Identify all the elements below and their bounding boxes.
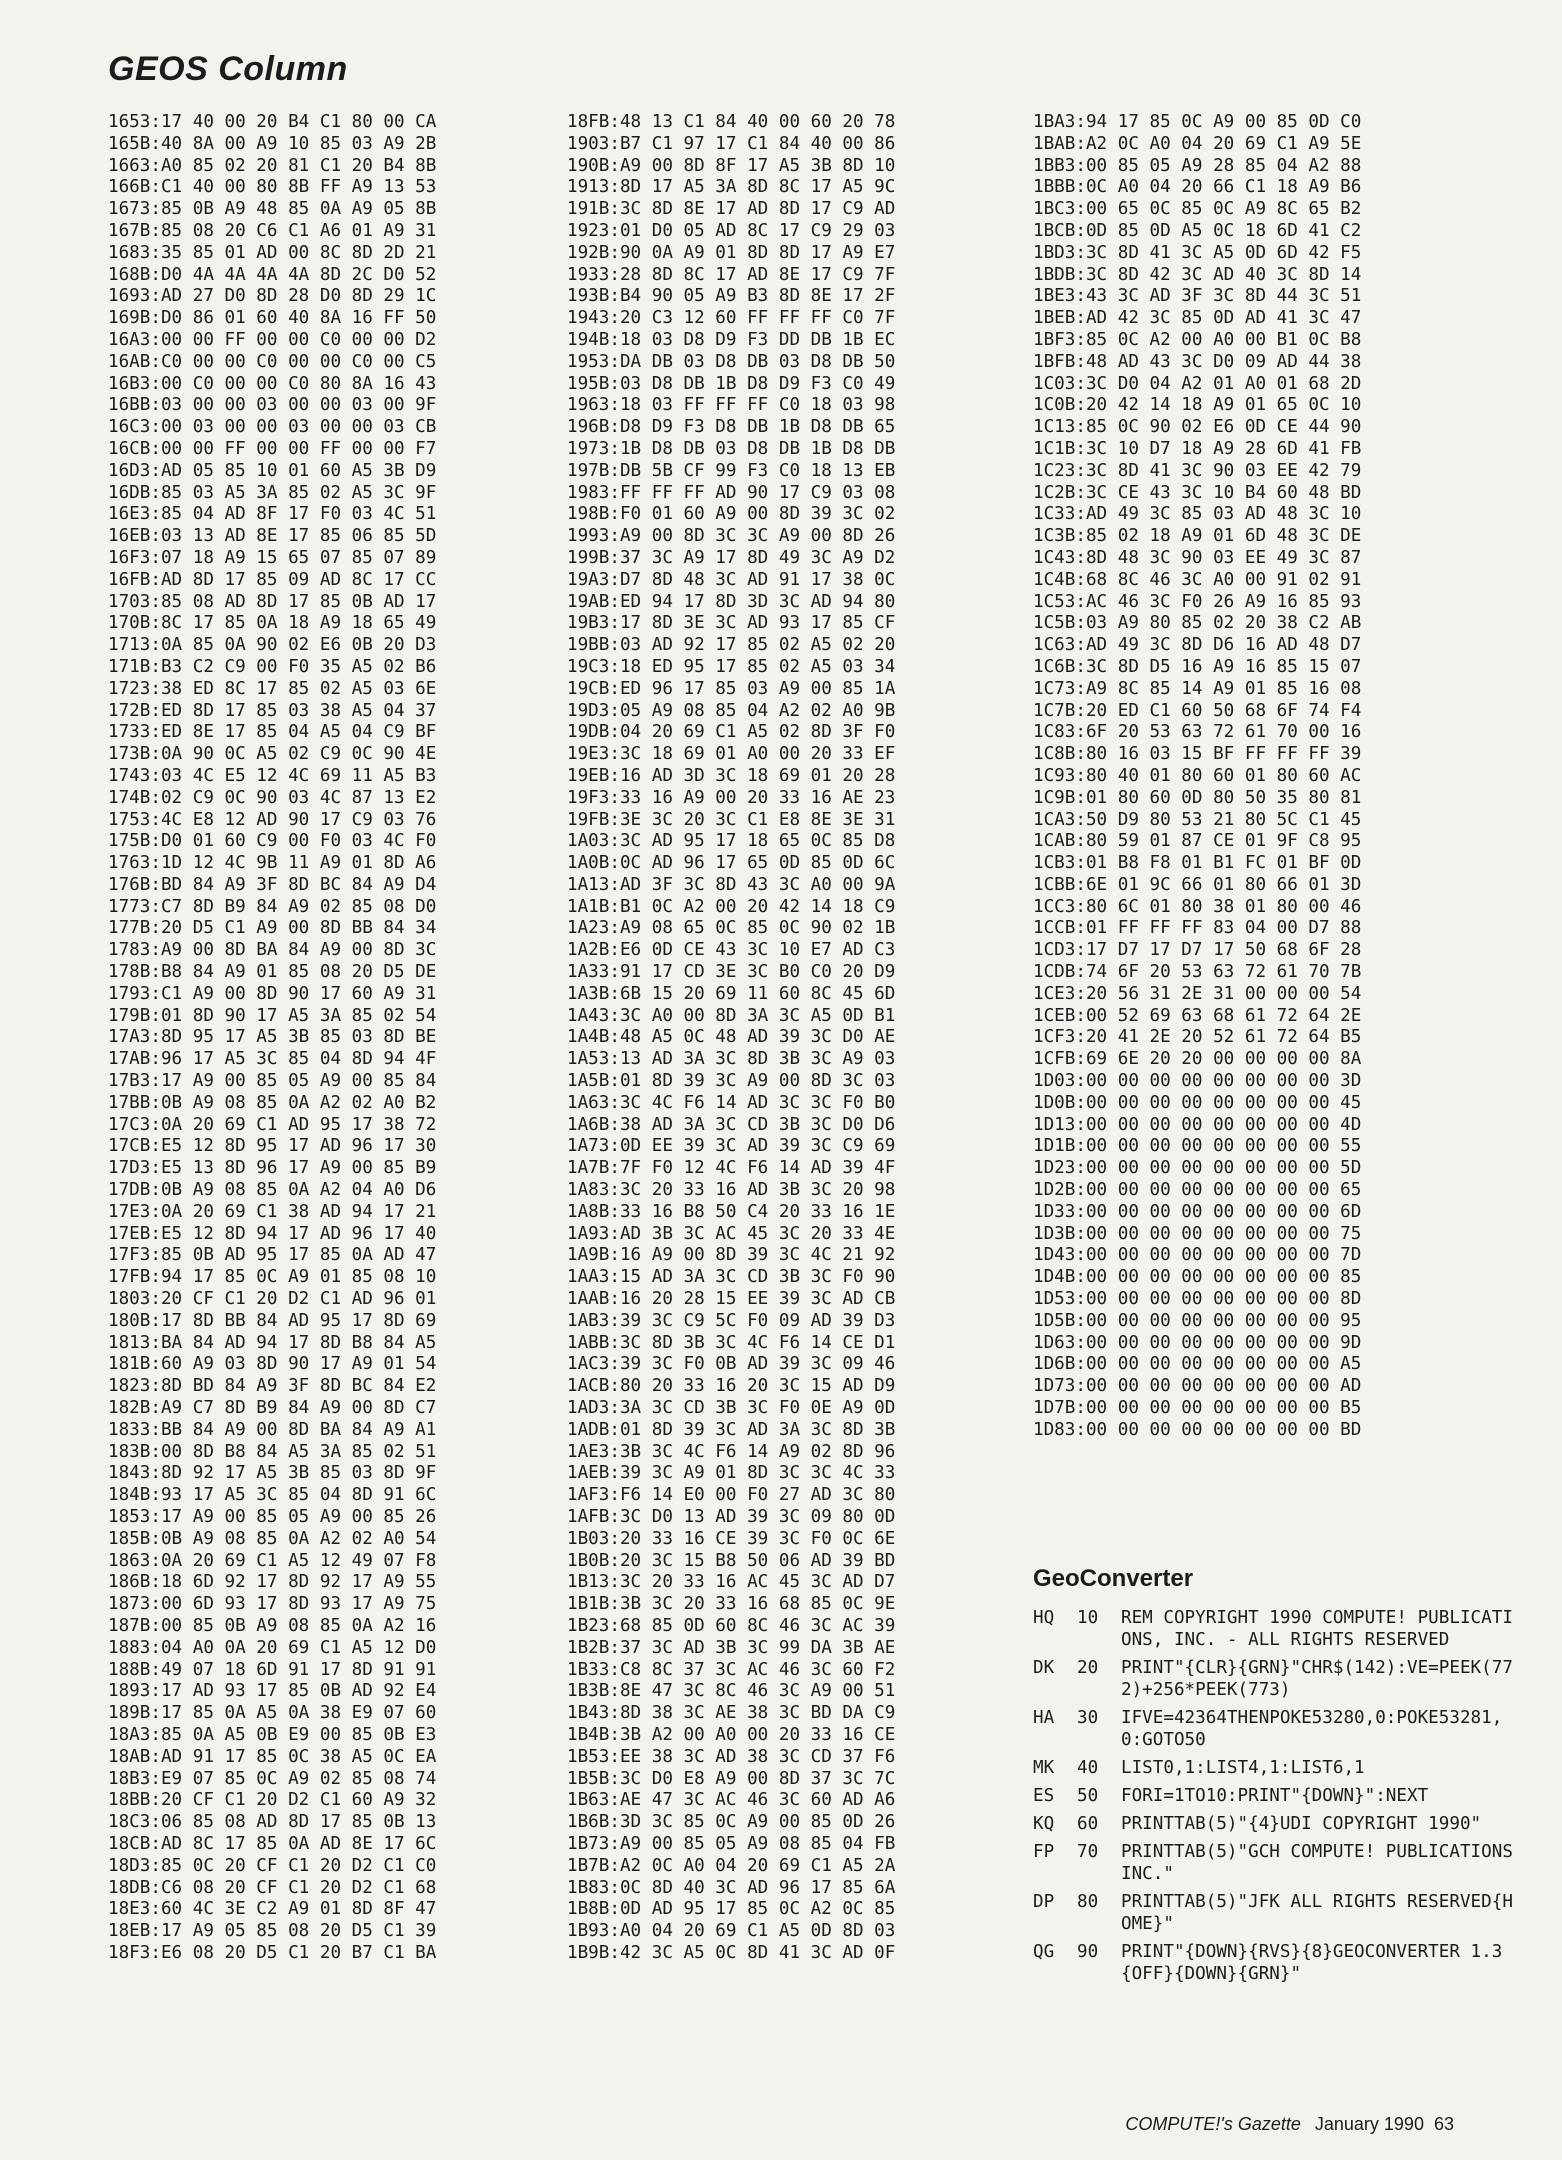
hex-line: 1A8B:33 16 B8 50 C4 20 33 16 1E — [567, 1201, 896, 1222]
checksum-code: ES — [1033, 1786, 1055, 1806]
hex-line: 1B33:C8 8C 37 3C AC 46 3C 60 F2 — [567, 1659, 896, 1680]
hex-line: 1A83:3C 20 33 16 AD 3B 3C 20 98 — [567, 1180, 896, 1201]
page-title: GEOS Column — [108, 50, 348, 88]
line-text: IFVE=42364THENPOKE53280,0:POKE53281,0:GOTO50 — [1121, 1708, 1503, 1750]
hex-column-2 — [567, 112, 895, 1965]
hex-line: 199B:37 3C A9 17 8D 49 3C A9 D2 — [567, 547, 896, 568]
hex-line: 1663:A0 85 02 20 81 C1 20 B4 8B — [108, 155, 437, 176]
hex-line: 1C13:85 0C 90 02 E6 0D CE 44 90 — [1033, 417, 1362, 438]
hex-line: 1CAB:80 59 01 87 CE 01 9F C8 95 — [1033, 831, 1362, 852]
hex-line: 1843:8D 92 17 A5 3B 85 03 8D 9F — [108, 1463, 437, 1484]
line-number: 40 — [1077, 1758, 1099, 1778]
hex-line: 16C3:00 03 00 00 03 00 00 03 CB — [108, 417, 437, 438]
hex-line: 182B:A9 C7 8D B9 84 A9 00 8D C7 — [108, 1398, 437, 1419]
hex-column-1 — [108, 112, 436, 1965]
hex-line: 1C2B:3C CE 43 3C 10 B4 60 48 BD — [1033, 482, 1362, 503]
hex-line: 1D5B:00 00 00 00 00 00 00 00 95 — [1033, 1310, 1362, 1331]
hex-line: 19DB:04 20 69 C1 A5 02 8D 3F F0 — [567, 722, 896, 743]
hex-line: 18E3:60 4C 3E C2 A9 01 8D 8F 47 — [108, 1899, 437, 1920]
hex-line: 1B4B:3B A2 00 A0 00 20 33 16 CE — [567, 1724, 896, 1745]
hex-line: 19F3:33 16 A9 00 20 33 16 AE 23 — [567, 787, 896, 808]
hex-line: 1B93:A0 04 20 69 C1 A5 0D 8D 03 — [567, 1921, 896, 1942]
hex-line: 16B3:00 C0 00 00 C0 80 8A 16 43 — [108, 373, 437, 394]
hex-line: 1D23:00 00 00 00 00 00 00 00 5D — [1033, 1158, 1362, 1179]
line-number: 60 — [1077, 1814, 1099, 1834]
hex-line: 1C1B:3C 10 D7 18 A9 28 6D 41 FB — [1033, 438, 1362, 459]
hex-line: 19BB:03 AD 92 17 85 02 A5 02 20 — [567, 635, 896, 656]
hex-line: 1CC3:80 6C 01 80 38 01 80 00 46 — [1033, 896, 1362, 917]
hex-line: 1D33:00 00 00 00 00 00 00 00 6D — [1033, 1201, 1362, 1222]
hex-line: 1883:04 A0 0A 20 69 C1 A5 12 D0 — [108, 1637, 437, 1658]
hex-line: 18C3:06 85 08 AD 8D 17 85 0B 13 — [108, 1812, 437, 1833]
page-number: 63 — [1433, 2114, 1454, 2134]
hex-line: 198B:F0 01 60 A9 00 8D 39 3C 02 — [567, 504, 896, 525]
line-text: FORI=1TO10:PRINT"{DOWN}":NEXT — [1121, 1786, 1429, 1806]
hex-line: 1763:1D 12 4C 9B 11 A9 01 8D A6 — [108, 853, 437, 874]
hex-line: 1C7B:20 ED C1 60 50 68 6F 74 F4 — [1033, 700, 1362, 721]
hex-line: 1B63:AE 47 3C AC 46 3C 60 AD A6 — [567, 1790, 896, 1811]
hex-line: 1B2B:37 3C AD 3B 3C 99 DA 3B AE — [567, 1637, 896, 1658]
program-line — [1033, 1757, 1513, 1779]
hex-line: 1B13:3C 20 33 16 AC 45 3C AD D7 — [567, 1572, 896, 1593]
hex-line: 18DB:C6 08 20 CF C1 20 D2 C1 68 — [108, 1877, 437, 1898]
hex-line: 17A3:8D 95 17 A5 3B 85 03 8D BE — [108, 1027, 437, 1048]
hex-line: 1CFB:69 6E 20 20 00 00 00 00 8A — [1033, 1049, 1362, 1070]
hex-line: 1AEB:39 3C A9 01 8D 3C 3C 4C 33 — [567, 1463, 896, 1484]
hex-line: 193B:B4 90 05 A9 B3 8D 8E 17 2F — [567, 286, 896, 307]
hex-line: 18AB:AD 91 17 85 0C 38 A5 0C EA — [108, 1746, 437, 1767]
hex-line: 1B73:A9 00 85 05 A9 08 85 04 FB — [567, 1833, 896, 1854]
hex-line: 1D6B:00 00 00 00 00 00 00 00 A5 — [1033, 1354, 1362, 1375]
hex-line: 197B:DB 5B CF 99 F3 C0 18 13 EB — [567, 460, 896, 481]
program-line — [1033, 1813, 1513, 1835]
hex-line: 16DB:85 03 A5 3A 85 02 A5 3C 9F — [108, 482, 437, 503]
hex-line: 180B:17 8D BB 84 AD 95 17 8D 69 — [108, 1310, 437, 1331]
hex-line: 1CA3:50 D9 80 53 21 80 5C C1 45 — [1033, 809, 1362, 830]
hex-line: 1B9B:42 3C A5 0C 8D 41 3C AD 0F — [567, 1942, 896, 1963]
hex-line: 1D53:00 00 00 00 00 00 00 00 8D — [1033, 1289, 1362, 1310]
hex-line: 1C8B:80 16 03 15 BF FF FF FF 39 — [1033, 744, 1362, 765]
hex-line: 1BBB:0C A0 04 20 66 C1 18 A9 B6 — [1033, 177, 1362, 198]
hex-line: 1A33:91 17 CD 3E 3C B0 C0 20 D9 — [567, 962, 896, 983]
hex-line: 167B:85 08 20 C6 C1 A6 01 A9 31 — [108, 220, 437, 241]
hex-line: 1C93:80 40 01 80 60 01 80 60 AC — [1033, 765, 1362, 786]
hex-line: 1873:00 6D 93 17 8D 93 17 A9 75 — [108, 1594, 437, 1615]
hex-line: 1703:85 08 AD 8D 17 85 0B AD 17 — [108, 591, 437, 612]
hex-line: 1753:4C E8 12 AD 90 17 C9 03 76 — [108, 809, 437, 830]
hex-line: 1BAB:A2 0C A0 04 20 69 C1 A9 5E — [1033, 133, 1362, 154]
hex-line: 1803:20 CF C1 20 D2 C1 AD 96 01 — [108, 1289, 437, 1310]
program-line — [1033, 1941, 1513, 1985]
hex-line: 17AB:96 17 A5 3C 85 04 8D 94 4F — [108, 1049, 437, 1070]
line-number: 90 — [1077, 1942, 1099, 1962]
checksum-code: KQ — [1033, 1814, 1055, 1834]
hex-line: 1C4B:68 8C 46 3C A0 00 91 02 91 — [1033, 569, 1362, 590]
hex-line: 1CCB:01 FF FF FF 83 04 00 D7 88 — [1033, 918, 1362, 939]
hex-line: 17E3:0A 20 69 C1 38 AD 94 17 21 — [108, 1201, 437, 1222]
hex-line: 1AC3:39 3C F0 0B AD 39 3C 09 46 — [567, 1354, 896, 1375]
hex-line: 17BB:0B A9 08 85 0A A2 02 A0 B2 — [108, 1092, 437, 1113]
hex-line: 17F3:85 0B AD 95 17 85 0A AD 47 — [108, 1245, 437, 1266]
hex-line: 1A3B:6B 15 20 69 11 60 8C 45 6D — [567, 983, 896, 1004]
hex-line: 18F3:E6 08 20 D5 C1 20 B7 C1 BA — [108, 1942, 437, 1963]
hex-line: 19CB:ED 96 17 85 03 A9 00 85 1A — [567, 678, 896, 699]
hex-line: 196B:D8 D9 F3 D8 DB 1B D8 DB 65 — [567, 417, 896, 438]
hex-line: 1BE3:43 3C AD 3F 3C 8D 44 3C 51 — [1033, 286, 1362, 307]
section-heading: GeoConverter — [1033, 1565, 1194, 1592]
hex-line: 1A2B:E6 0D CE 43 3C 10 E7 AD C3 — [567, 940, 896, 961]
hex-line: 1CB3:01 B8 F8 01 B1 FC 01 BF 0D — [1033, 853, 1362, 874]
hex-line: 1893:17 AD 93 17 85 0B AD 92 E4 — [108, 1681, 437, 1702]
hex-line: 1BEB:AD 42 3C 85 0D AD 41 3C 47 — [1033, 308, 1362, 329]
hex-line: 1BDB:3C 8D 42 3C AD 40 3C 8D 14 — [1033, 264, 1362, 285]
hex-line: 1BC3:00 65 0C 85 0C A9 8C 65 B2 — [1033, 199, 1362, 220]
hex-line: 1A93:AD 3B 3C AC 45 3C 20 33 4E — [567, 1223, 896, 1244]
line-number: 10 — [1077, 1608, 1099, 1628]
hex-line: 1C53:AC 46 3C F0 26 A9 16 85 93 — [1033, 591, 1362, 612]
hex-line: 18CB:AD 8C 17 85 0A AD 8E 17 6C — [108, 1833, 437, 1854]
hex-line: 166B:C1 40 00 80 8B FF A9 13 53 — [108, 177, 437, 198]
magazine-name: COMPUTE!'s Gazette — [1125, 2114, 1301, 2134]
hex-line: 1953:DA DB 03 D8 DB 03 D8 DB 50 — [567, 351, 896, 372]
program-line — [1033, 1657, 1513, 1701]
hex-line: 16D3:AD 05 85 10 01 60 A5 3B D9 — [108, 460, 437, 481]
hex-line: 168B:D0 4A 4A 4A 4A 8D 2C D0 52 — [108, 264, 437, 285]
hex-line: 1963:18 03 FF FF FF C0 18 03 98 — [567, 395, 896, 416]
hex-line: 17D3:E5 13 8D 96 17 A9 00 85 B9 — [108, 1158, 437, 1179]
hex-line: 1BD3:3C 8D 41 3C A5 0D 6D 42 F5 — [1033, 242, 1362, 263]
hex-line: 1A4B:48 A5 0C 48 AD 39 3C D0 AE — [567, 1027, 896, 1048]
line-text: REM COPYRIGHT 1990 COMPUTE! PUBLICATIONS, INC. - ALL RIGHTS RESERVED — [1121, 1608, 1513, 1650]
hex-line: 1913:8D 17 A5 3A 8D 8C 17 A5 9C — [567, 177, 896, 198]
hex-line: 192B:90 0A A9 01 8D 8D 17 A9 E7 — [567, 242, 896, 263]
hex-line: 1B53:EE 38 3C AD 38 3C CD 37 F6 — [567, 1746, 896, 1767]
hex-line: 1AFB:3C D0 13 AD 39 3C 09 80 0D — [567, 1507, 896, 1527]
line-number: 50 — [1077, 1786, 1099, 1806]
hex-line: 1863:0A 20 69 C1 A5 12 49 07 F8 — [108, 1550, 437, 1571]
hex-line: 190B:A9 00 8D 8F 17 A5 3B 8D 10 — [567, 155, 896, 176]
hex-line: 1983:FF FF FF AD 90 17 C9 03 08 — [567, 482, 896, 503]
hex-line: 172B:ED 8D 17 85 03 38 A5 04 37 — [108, 700, 437, 721]
hex-line: 1D63:00 00 00 00 00 00 00 00 9D — [1033, 1332, 1362, 1353]
hex-line: 1673:85 0B A9 48 85 0A A9 05 8B — [108, 199, 437, 220]
hex-line: 1A43:3C A0 00 8D 3A 3C A5 0D B1 — [567, 1005, 896, 1026]
checksum-code: DP — [1033, 1892, 1055, 1912]
hex-line: 1BA3:94 17 85 0C A9 00 85 0D C0 — [1033, 112, 1362, 132]
hex-line: 1943:20 C3 12 60 FF FF FF C0 7F — [567, 308, 896, 329]
hex-line: 1B03:20 33 16 CE 39 3C F0 0C 6E — [567, 1528, 896, 1549]
hex-line: 19A3:D7 8D 48 3C AD 91 17 38 0C — [567, 569, 896, 590]
line-text: PRINTTAB(5)"{4}UDI COPYRIGHT 1990" — [1121, 1814, 1482, 1834]
hex-line: 1C3B:85 02 18 A9 01 6D 48 3C DE — [1033, 526, 1362, 547]
program-line — [1033, 1785, 1513, 1807]
line-text: PRINT"{CLR}{GRN}"CHR$(142):VE=PEEK(772)+256*PEEK(773) — [1121, 1658, 1513, 1700]
hex-line: 181B:60 A9 03 8D 90 17 A9 01 54 — [108, 1354, 437, 1375]
hex-line: 1D03:00 00 00 00 00 00 00 00 3D — [1033, 1071, 1362, 1092]
hex-line: 1D13:00 00 00 00 00 00 00 00 4D — [1033, 1114, 1362, 1135]
hex-line: 1683:35 85 01 AD 00 8C 8D 2D 21 — [108, 242, 437, 263]
hex-line: 178B:B8 84 A9 01 85 08 20 D5 DE — [108, 962, 437, 983]
hex-line: 185B:0B A9 08 85 0A A2 02 A0 54 — [108, 1528, 437, 1549]
hex-line: 18FB:48 13 C1 84 40 00 60 20 78 — [567, 112, 896, 132]
hex-line: 1A13:AD 3F 3C 8D 43 3C A0 00 9A — [567, 874, 896, 895]
hex-line: 1993:A9 00 8D 3C 3C A9 00 8D 26 — [567, 526, 896, 547]
hex-line: 1923:01 D0 05 AD 8C 17 C9 29 03 — [567, 220, 896, 241]
hex-line: 16A3:00 00 FF 00 00 C0 00 00 D2 — [108, 329, 437, 350]
hex-line: 1BB3:00 85 05 A9 28 85 04 A2 88 — [1033, 155, 1362, 176]
line-number: 80 — [1077, 1892, 1099, 1912]
hex-line: 1C33:AD 49 3C 85 03 AD 48 3C 10 — [1033, 504, 1362, 525]
hex-line: 18B3:E9 07 85 0C A9 02 85 08 74 — [108, 1768, 437, 1789]
hex-line: 170B:8C 17 85 0A 18 A9 18 65 49 — [108, 613, 437, 634]
hex-line: 1B0B:20 3C 15 B8 50 06 AD 39 BD — [567, 1550, 896, 1571]
hex-line: 177B:20 D5 C1 A9 00 8D BB 84 34 — [108, 918, 437, 939]
hex-line: 18D3:85 0C 20 CF C1 20 D2 C1 C0 — [108, 1855, 437, 1876]
hex-line: 1723:38 ED 8C 17 85 02 A5 03 6E — [108, 678, 437, 699]
hex-line: 1B7B:A2 0C A0 04 20 69 C1 A5 2A — [567, 1855, 896, 1876]
hex-line: 1713:0A 85 0A 90 02 E6 0B 20 D3 — [108, 635, 437, 656]
hex-line: 194B:18 03 D8 D9 F3 DD DB 1B EC — [567, 329, 896, 350]
hex-line: 17CB:E5 12 8D 95 17 AD 96 17 30 — [108, 1136, 437, 1157]
hex-line: 1C73:A9 8C 85 14 A9 01 85 16 08 — [1033, 678, 1362, 699]
checksum-code: MK — [1033, 1758, 1055, 1778]
checksum-code: HA — [1033, 1708, 1055, 1728]
hex-line: 1C63:AD 49 3C 8D D6 16 AD 48 D7 — [1033, 635, 1362, 656]
hex-line: 19EB:16 AD 3D 3C 18 69 01 20 28 — [567, 765, 896, 786]
hex-line: 1C03:3C D0 04 A2 01 A0 01 68 2D — [1033, 373, 1362, 394]
hex-line: 1A23:A9 08 65 0C 85 0C 90 02 1B — [567, 918, 896, 939]
hex-line: 1653:17 40 00 20 B4 C1 80 00 CA — [108, 112, 437, 132]
hex-line: 174B:02 C9 0C 90 03 4C 87 13 E2 — [108, 787, 437, 808]
hex-line: 189B:17 85 0A A5 0A 38 E9 07 60 — [108, 1703, 437, 1724]
hex-line: 17B3:17 A9 00 85 05 A9 00 85 84 — [108, 1071, 437, 1092]
hex-line: 17C3:0A 20 69 C1 AD 95 17 38 72 — [108, 1114, 437, 1135]
hex-line: 1B6B:3D 3C 85 0C A9 00 85 0D 26 — [567, 1812, 896, 1833]
hex-line: 173B:0A 90 0C A5 02 C9 0C 90 4E — [108, 744, 437, 765]
hex-line: 1A1B:B1 0C A2 00 20 42 14 18 C9 — [567, 896, 896, 917]
program-line — [1033, 1607, 1513, 1651]
hex-line: 1C5B:03 A9 80 85 02 20 38 C2 AB — [1033, 613, 1362, 634]
hex-line: 19C3:18 ED 95 17 85 02 A5 03 34 — [567, 656, 896, 677]
hex-line: 16E3:85 04 AD 8F 17 F0 03 4C 51 — [108, 504, 437, 525]
hex-line: 1B23:68 85 0D 60 8C 46 3C AC 39 — [567, 1615, 896, 1636]
hex-line: 16BB:03 00 00 03 00 00 03 00 9F — [108, 395, 437, 416]
hex-line: 1BF3:85 0C A2 00 A0 00 B1 0C B8 — [1033, 329, 1362, 350]
hex-line: 184B:93 17 A5 3C 85 04 8D 91 6C — [108, 1485, 437, 1506]
hex-line: 16F3:07 18 A9 15 65 07 85 07 89 — [108, 547, 437, 568]
hex-line: 1853:17 A9 00 85 05 A9 00 85 26 — [108, 1507, 437, 1527]
basic-listing — [1033, 1607, 1524, 1991]
page-footer — [1125, 2114, 1454, 2135]
hex-line: 1A9B:16 A9 00 8D 39 3C 4C 21 92 — [567, 1245, 896, 1266]
checksum-code: DK — [1033, 1658, 1055, 1678]
hex-line: 19D3:05 A9 08 85 04 A2 02 A0 9B — [567, 700, 896, 721]
hex-line: 19B3:17 8D 3E 3C AD 93 17 85 CF — [567, 613, 896, 634]
hex-column-3 — [1033, 112, 1361, 1442]
hex-line: 1903:B7 C1 97 17 C1 84 40 00 86 — [567, 133, 896, 154]
hex-line: 18EB:17 A9 05 85 08 20 D5 C1 39 — [108, 1921, 437, 1942]
hex-line: 1B8B:0D AD 95 17 85 0C A2 0C 85 — [567, 1899, 896, 1920]
hex-line: 1ADB:01 8D 39 3C AD 3A 3C 8D 3B — [567, 1419, 896, 1440]
hex-line: 1833:BB 84 A9 00 8D BA 84 A9 A1 — [108, 1419, 437, 1440]
hex-line: 1AB3:39 3C C9 5C F0 09 AD 39 D3 — [567, 1310, 896, 1331]
hex-line: 1D73:00 00 00 00 00 00 00 00 AD — [1033, 1376, 1362, 1397]
hex-line: 1A63:3C 4C F6 14 AD 3C 3C F0 B0 — [567, 1092, 896, 1113]
program-line — [1033, 1891, 1513, 1935]
hex-line: 1B5B:3C D0 E8 A9 00 8D 37 3C 7C — [567, 1768, 896, 1789]
hex-line: 1C23:3C 8D 41 3C 90 03 EE 42 79 — [1033, 460, 1362, 481]
hex-line: 1A0B:0C AD 96 17 65 0D 85 0D 6C — [567, 853, 896, 874]
hex-line: 17DB:0B A9 08 85 0A A2 04 A0 D6 — [108, 1180, 437, 1201]
hex-line: 19E3:3C 18 69 01 A0 00 20 33 EF — [567, 744, 896, 765]
hex-line: 1C0B:20 42 14 18 A9 01 65 0C 10 — [1033, 395, 1362, 416]
hex-line: 1D2B:00 00 00 00 00 00 00 00 65 — [1033, 1180, 1362, 1201]
hex-line: 1A5B:01 8D 39 3C A9 00 8D 3C 03 — [567, 1071, 896, 1092]
hex-line: 1CEB:00 52 69 63 68 61 72 64 2E — [1033, 1005, 1362, 1026]
hex-line: 1D3B:00 00 00 00 00 00 00 00 75 — [1033, 1223, 1362, 1244]
hex-line: 1A6B:38 AD 3A 3C CD 3B 3C D0 D6 — [567, 1114, 896, 1135]
hex-line: 165B:40 8A 00 A9 10 85 03 A9 2B — [108, 133, 437, 154]
line-number: 70 — [1077, 1842, 1099, 1862]
program-line — [1033, 1841, 1524, 1885]
hex-line: 1C83:6F 20 53 63 72 61 70 00 16 — [1033, 722, 1362, 743]
hex-line: 1ABB:3C 8D 3B 3C 4C F6 14 CE D1 — [567, 1332, 896, 1353]
hex-line: 1D7B:00 00 00 00 00 00 00 00 B5 — [1033, 1398, 1362, 1419]
hex-line: 1CE3:20 56 31 2E 31 00 00 00 54 — [1033, 983, 1362, 1004]
checksum-code: HQ — [1033, 1608, 1055, 1628]
hex-line: 1AA3:15 AD 3A 3C CD 3B 3C F0 90 — [567, 1267, 896, 1288]
hex-line: 1BFB:48 AD 43 3C D0 09 AD 44 38 — [1033, 351, 1362, 372]
hex-line: 1BCB:0D 85 0D A5 0C 18 6D 41 C2 — [1033, 220, 1362, 241]
hex-line: 19FB:3E 3C 20 3C C1 E8 8E 3E 31 — [567, 809, 896, 830]
hex-line: 1823:8D BD 84 A9 3F 8D BC 84 E2 — [108, 1376, 437, 1397]
hex-line: 1AF3:F6 14 E0 00 F0 27 AD 3C 80 — [567, 1485, 896, 1506]
hex-line: 1CDB:74 6F 20 53 63 72 61 70 7B — [1033, 962, 1362, 983]
hex-line: 18A3:85 0A A5 0B E9 00 85 0B E3 — [108, 1724, 437, 1745]
hex-line: 19AB:ED 94 17 8D 3D 3C AD 94 80 — [567, 591, 896, 612]
hex-line: 18BB:20 CF C1 20 D2 C1 60 A9 32 — [108, 1790, 437, 1811]
hex-line: 1A7B:7F F0 12 4C F6 14 AD 39 4F — [567, 1158, 896, 1179]
hex-line: 169B:D0 86 01 60 40 8A 16 FF 50 — [108, 308, 437, 329]
hex-line: 171B:B3 C2 C9 00 F0 35 A5 02 B6 — [108, 656, 437, 677]
hex-line: 183B:00 8D B8 84 A5 3A 85 02 51 — [108, 1441, 437, 1462]
hex-line: 16FB:AD 8D 17 85 09 AD 8C 17 CC — [108, 569, 437, 590]
hex-line: 1A03:3C AD 95 17 18 65 0C 85 D8 — [567, 831, 896, 852]
hex-line: 191B:3C 8D 8E 17 AD 8D 17 C9 AD — [567, 199, 896, 220]
hex-line: 1743:03 4C E5 12 4C 69 11 A5 B3 — [108, 765, 437, 786]
hex-line: 1CBB:6E 01 9C 66 01 80 66 01 3D — [1033, 874, 1362, 895]
hex-line: 1AD3:3A 3C CD 3B 3C F0 0E A9 0D — [567, 1398, 896, 1419]
line-number: 30 — [1077, 1708, 1099, 1728]
line-number: 20 — [1077, 1658, 1099, 1678]
hex-line: 1693:AD 27 D0 8D 28 D0 8D 29 1C — [108, 286, 437, 307]
hex-line: 1D0B:00 00 00 00 00 00 00 00 45 — [1033, 1092, 1362, 1113]
hex-line: 1813:BA 84 AD 94 17 8D B8 84 A5 — [108, 1332, 437, 1353]
line-text: PRINTTAB(5)"JFK ALL RIGHTS RESERVED{HOME}" — [1121, 1892, 1513, 1934]
checksum-code: FP — [1033, 1842, 1055, 1862]
hex-line: 1C6B:3C 8D D5 16 A9 16 85 15 07 — [1033, 656, 1362, 677]
line-text: LIST0,1:LIST4,1:LIST6,1 — [1121, 1758, 1365, 1778]
hex-line: 1B43:8D 38 3C AE 38 3C BD DA C9 — [567, 1703, 896, 1724]
hex-line: 17FB:94 17 85 0C A9 01 85 08 10 — [108, 1267, 437, 1288]
hex-line: 1D1B:00 00 00 00 00 00 00 00 55 — [1033, 1136, 1362, 1157]
hex-line: 1A73:0D EE 39 3C AD 39 3C C9 69 — [567, 1136, 896, 1157]
hex-line: 1773:C7 8D B9 84 A9 02 85 08 D0 — [108, 896, 437, 917]
hex-line: 186B:18 6D 92 17 8D 92 17 A9 55 — [108, 1572, 437, 1593]
hex-line: 1B3B:8E 47 3C 8C 46 3C A9 00 51 — [567, 1681, 896, 1702]
hex-line: 1D4B:00 00 00 00 00 00 00 00 85 — [1033, 1267, 1362, 1288]
hex-line: 1ACB:80 20 33 16 20 3C 15 AD D9 — [567, 1376, 896, 1397]
issue-date: January 1990 — [1314, 2114, 1424, 2134]
hex-line: 16CB:00 00 FF 00 00 FF 00 00 F7 — [108, 438, 437, 459]
hex-line: 16AB:C0 00 00 C0 00 00 C0 00 C5 — [108, 351, 437, 372]
hex-line: 176B:BD 84 A9 3F 8D BC 84 A9 D4 — [108, 874, 437, 895]
checksum-code: QG — [1033, 1942, 1055, 1962]
line-text: PRINT"{DOWN}{RVS}{8}GEOCONVERTER 1.3{OFF}{DOWN}{GRN}" — [1121, 1942, 1503, 1984]
hex-line: 179B:01 8D 90 17 A5 3A 85 02 54 — [108, 1005, 437, 1026]
hex-line: 1B83:0C 8D 40 3C AD 96 17 85 6A — [567, 1877, 896, 1898]
hex-line: 1CF3:20 41 2E 20 52 61 72 64 B5 — [1033, 1027, 1362, 1048]
hex-line: 1B1B:3B 3C 20 33 16 68 85 0C 9E — [567, 1594, 896, 1615]
hex-line: 1783:A9 00 8D BA 84 A9 00 8D 3C — [108, 940, 437, 961]
hex-line: 1AE3:3B 3C 4C F6 14 A9 02 8D 96 — [567, 1441, 896, 1462]
hex-line: 1A53:13 AD 3A 3C 8D 3B 3C A9 03 — [567, 1049, 896, 1070]
hex-line: 1AAB:16 20 28 15 EE 39 3C AD CB — [567, 1289, 896, 1310]
hex-line: 1793:C1 A9 00 8D 90 17 60 A9 31 — [108, 983, 437, 1004]
hex-line: 175B:D0 01 60 C9 00 F0 03 4C F0 — [108, 831, 437, 852]
hex-line: 1D43:00 00 00 00 00 00 00 00 7D — [1033, 1245, 1362, 1266]
hex-line: 195B:03 D8 DB 1B D8 D9 F3 C0 49 — [567, 373, 896, 394]
hex-line: 1CD3:17 D7 17 D7 17 50 68 6F 28 — [1033, 940, 1362, 961]
hex-line: 1C43:8D 48 3C 90 03 EE 49 3C 87 — [1033, 547, 1362, 568]
program-line — [1033, 1707, 1513, 1751]
hex-line: 187B:00 85 0B A9 08 85 0A A2 16 — [108, 1615, 437, 1636]
hex-line: 1973:1B D8 DB 03 D8 DB 1B D8 DB — [567, 438, 896, 459]
hex-line: 1C9B:01 80 60 0D 80 50 35 80 81 — [1033, 787, 1362, 808]
hex-line: 17EB:E5 12 8D 94 17 AD 96 17 40 — [108, 1223, 437, 1244]
line-text: PRINTTAB(5)"GCH COMPUTE! PUBLICATIONS INC." — [1121, 1842, 1524, 1884]
hex-line: 1733:ED 8E 17 85 04 A5 04 C9 BF — [108, 722, 437, 743]
hex-line: 1D83:00 00 00 00 00 00 00 00 BD — [1033, 1419, 1362, 1440]
hex-line: 16EB:03 13 AD 8E 17 85 06 85 5D — [108, 526, 437, 547]
hex-line: 1933:28 8D 8C 17 AD 8E 17 C9 7F — [567, 264, 896, 285]
hex-line: 188B:49 07 18 6D 91 17 8D 91 91 — [108, 1659, 437, 1680]
